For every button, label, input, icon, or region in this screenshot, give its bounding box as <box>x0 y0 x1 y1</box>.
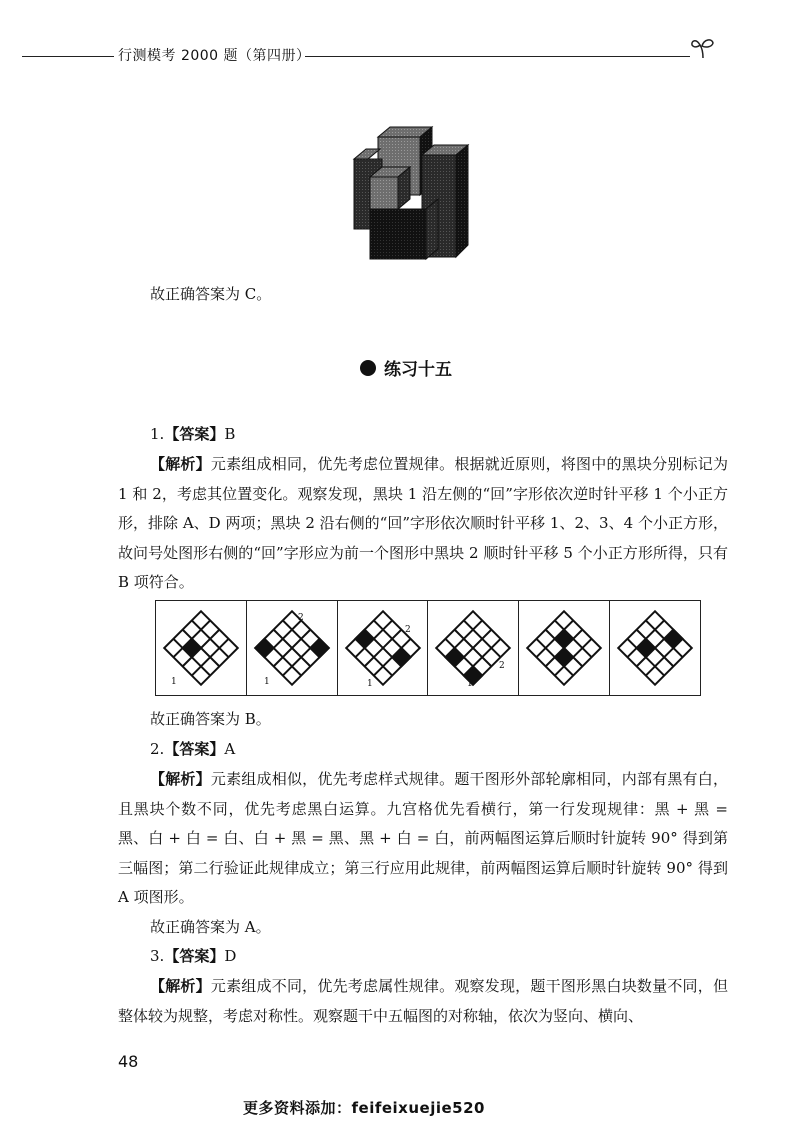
q1-answer-line <box>150 420 730 450</box>
q2-analysis <box>118 765 728 913</box>
section-title-text: 练习十五 <box>384 360 452 380</box>
svg-text:2: 2 <box>499 661 506 671</box>
q3-analysis <box>118 972 728 1031</box>
figure-strip <box>155 600 701 696</box>
grid-figure <box>343 608 423 688</box>
q3-answer-line <box>150 942 730 972</box>
q3-answer-tag: 【答案】 <box>164 947 225 965</box>
grid-figure <box>252 608 332 688</box>
grid-figure <box>524 608 604 688</box>
q2-number: 2. <box>150 740 165 758</box>
q1-analysis-tag: 【解析】 <box>150 455 211 473</box>
q1-number: 1. <box>150 425 165 443</box>
section-title <box>360 355 452 380</box>
figure-cell <box>610 601 700 695</box>
figure-cell <box>338 601 429 695</box>
q1-answer: B <box>224 425 236 443</box>
header-rule-left <box>22 56 114 57</box>
q1-analysis <box>118 450 728 598</box>
header-rule-right <box>305 56 690 57</box>
q3-number: 3. <box>150 947 165 965</box>
q1-conclusion: 故正确答案为 B。 <box>150 710 271 728</box>
prev-conclusion: 故正确答案为 C。 <box>150 285 272 303</box>
q1-answer-tag: 【答案】 <box>164 425 225 443</box>
footer-note: 更多资料添加：feifeixuejie520 <box>243 1099 485 1117</box>
q2-analysis-text: 元素组成相似，优先考虑样式规律。题干图形外部轮廓相同，内部有黑有白，且黑块个数不同，优先考虑黑白运算。九宫格优先看横行，第一行发现规律：黑 + 黑 = 黑、白 + 白 = 白、白 + 黑 = 黑、黑 + 白 = 白，前两幅图运算后顺时针旋转 90° 得到第三幅图；第二行验证此规律成立；第三行应用此规律，前两幅图运算后顺时针旋转 90° 得到 A 项图形。 <box>118 770 728 906</box>
cube-stack-figure <box>340 125 475 265</box>
grid-figure <box>161 608 241 688</box>
q2-answer-tag: 【答案】 <box>164 740 225 758</box>
grid-figure <box>433 608 513 688</box>
header-title: 行测模考 2000 题（第四册） <box>118 48 311 64</box>
q1-analysis-text: 元素组成相同，优先考虑位置规律。根据就近原则，将图中的黑块分别标记为 1 和 2，考虑其位置变化。观察发现，黑块 1 沿左侧的“回”字形依次逆时针平移 1 个小正方形，排除 A、D 两项；黑块 2 沿右侧的“回”字形依次顺时针平移 1、2、3、4 个小正方形，故问号处图形右侧的“回”字形应为前一个图形中黑块 2 顺时针平移 5 个小正方形所得，只有 B 项符合。 <box>118 455 728 591</box>
svg-text:1: 1 <box>366 679 373 688</box>
grid-figure <box>615 608 695 688</box>
figure-cell <box>428 601 519 695</box>
q2-answer: A <box>224 740 236 758</box>
figure-cell <box>156 601 247 695</box>
svg-text:2: 2 <box>404 625 411 635</box>
sprout-icon <box>690 36 716 60</box>
q3-answer: D <box>224 947 237 965</box>
figure-cell <box>519 601 610 695</box>
flower-badge-icon <box>360 360 376 376</box>
svg-text:2: 2 <box>297 613 304 623</box>
running-header <box>0 40 800 70</box>
svg-text:1: 1 <box>467 679 474 688</box>
figure-cell <box>247 601 338 695</box>
svg-text:1: 1 <box>170 677 177 687</box>
q2-answer-line <box>150 735 730 765</box>
q3-analysis-tag: 【解析】 <box>150 977 211 995</box>
q3-analysis-text: 元素组成不同，优先考虑属性规律。观察发现，题干图形黑白块数量不同，但整体较为规整，考虑对称性。观察题干中五幅图的对称轴，依次为竖向、横向、 <box>118 977 728 1025</box>
q2-analysis-tag: 【解析】 <box>150 770 211 788</box>
svg-text:1: 1 <box>263 677 270 687</box>
page-number: 48 <box>118 1052 139 1071</box>
q2-conclusion: 故正确答案为 A。 <box>150 918 271 936</box>
